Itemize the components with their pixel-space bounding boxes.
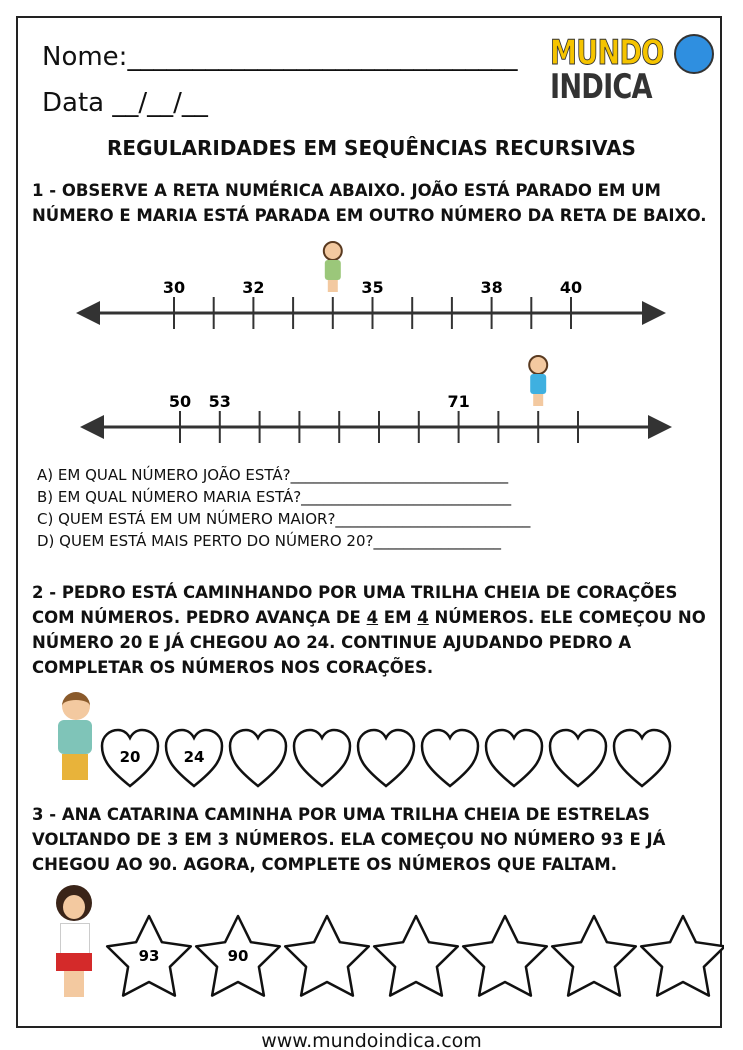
tick-label: 30 (162, 278, 186, 297)
heart-cell (358, 730, 414, 786)
star-icon (552, 916, 636, 996)
logo (550, 33, 715, 107)
character-body (325, 260, 341, 280)
character-icon (324, 242, 342, 292)
ana-character-icon (50, 885, 100, 1005)
hearts-trail (100, 728, 690, 790)
item-c[interactable]: C) QUEM ESTÁ EM UM NÚMERO MAIOR?__________________________ (37, 510, 531, 528)
question-1: 1 - OBSERVE A RETA NUMÉRICA ABAIXO. JOÃO ESTÁ PARADO EM UM NÚMERO E MARIA ESTÁ PARADA EM OUTRO NÚMERO DA RETA DE BAIXO. (32, 181, 707, 225)
star-cell (107, 916, 191, 996)
character-legs (533, 394, 543, 406)
star-number: 90 (227, 947, 249, 965)
item-d[interactable]: D) QUEM ESTÁ MAIS PERTO DO NÚMERO 20?_________________ (37, 532, 501, 550)
tick-label: 71 (447, 392, 470, 411)
heart-number: 24 (183, 748, 205, 766)
star-icon (641, 916, 724, 996)
page-title: REGULARIDADES EM SEQUÊNCIAS RECURSIVAS (107, 136, 636, 160)
star-cell (641, 916, 724, 996)
q2-step: 4 (366, 608, 379, 627)
left-arrow-icon (80, 415, 104, 439)
heart-icon (550, 730, 606, 786)
character-head (324, 242, 342, 260)
right-arrow-icon (648, 415, 672, 439)
heart-cell (166, 730, 222, 786)
star-icon (285, 916, 369, 996)
star-cell (196, 916, 280, 996)
heart-icon (614, 730, 670, 786)
tick-label: 40 (559, 278, 583, 297)
left-arrow-icon (76, 301, 100, 325)
logo-top: MUNDO (550, 33, 664, 73)
star-cell (285, 916, 369, 996)
heart-cell (422, 730, 478, 786)
question-1-items (37, 464, 530, 552)
pedro-character-icon (50, 692, 100, 787)
date-field[interactable]: Data __/__/__ (42, 88, 208, 118)
item-b[interactable]: B) EM QUAL NÚMERO MARIA ESTÁ?____________________________ (37, 488, 512, 506)
footer-url[interactable]: www.mundoindica.com (261, 1030, 482, 1050)
heart-icon (422, 730, 478, 786)
star-cell (374, 916, 458, 996)
character-icon (529, 356, 547, 406)
globe-mascot-icon (674, 34, 714, 74)
tick-label: 35 (361, 278, 384, 297)
heart-icon (486, 730, 542, 786)
heart-cell (294, 730, 350, 786)
tick-label: 53 (208, 392, 231, 411)
heart-cell (486, 730, 542, 786)
star-icon (374, 916, 458, 996)
character-head (529, 356, 547, 374)
star-cell (552, 916, 636, 996)
star-icon (463, 916, 547, 996)
item-a[interactable]: A) EM QUAL NÚMERO JOÃO ESTÁ?_____________________________ (37, 466, 509, 484)
heart-number: 20 (119, 748, 141, 766)
heart-icon (230, 730, 286, 786)
heart-icon (358, 730, 414, 786)
character-body (530, 374, 546, 394)
q2-step: 4 (417, 608, 429, 627)
heart-icon (294, 730, 350, 786)
number-lines (0, 230, 743, 450)
tick-label: 50 (168, 392, 192, 411)
character-legs (328, 280, 338, 292)
heart-cell (230, 730, 286, 786)
star-cell (463, 916, 547, 996)
logo-bottom: INDICA (550, 67, 652, 107)
q2-text: NÚMEROS. ELE COMEÇOU NO NÚMERO 20 E JÁ CHEGOU AO 24. CONTINUE AJUDANDO PEDRO A COMPLETAR OS NÚMEROS NOS CORAÇÕES. (32, 608, 706, 677)
right-arrow-icon (642, 301, 666, 325)
stars-trail (104, 910, 724, 1002)
question-3: 3 - ANA CATARINA CAMINHA POR UMA TRILHA CHEIA DE ESTRELAS VOLTANDO DE 3 EM 3 NÚMEROS. ELA COMEÇOU NO NÚMERO 93 E JÁ CHEGOU AO 90. AGORA, COMPLETE OS NÚMEROS QUE FALTAM. (32, 805, 666, 874)
heart-cell (102, 730, 158, 786)
question-2 (32, 580, 722, 680)
tick-label: 38 (480, 278, 503, 297)
tick-label: 32 (242, 278, 265, 297)
heart-cell (614, 730, 670, 786)
heart-cell (550, 730, 606, 786)
q2-text: 2 - PEDRO ESTÁ CAMINHANDO POR UMA TRILHA CHEIA DE CORAÇÕES COM NÚMEROS. PEDRO AVANÇA DE (32, 583, 678, 627)
q2-text: EM (378, 608, 418, 627)
star-number: 93 (138, 947, 160, 965)
name-field[interactable]: Nome:______________________________ (42, 42, 518, 72)
